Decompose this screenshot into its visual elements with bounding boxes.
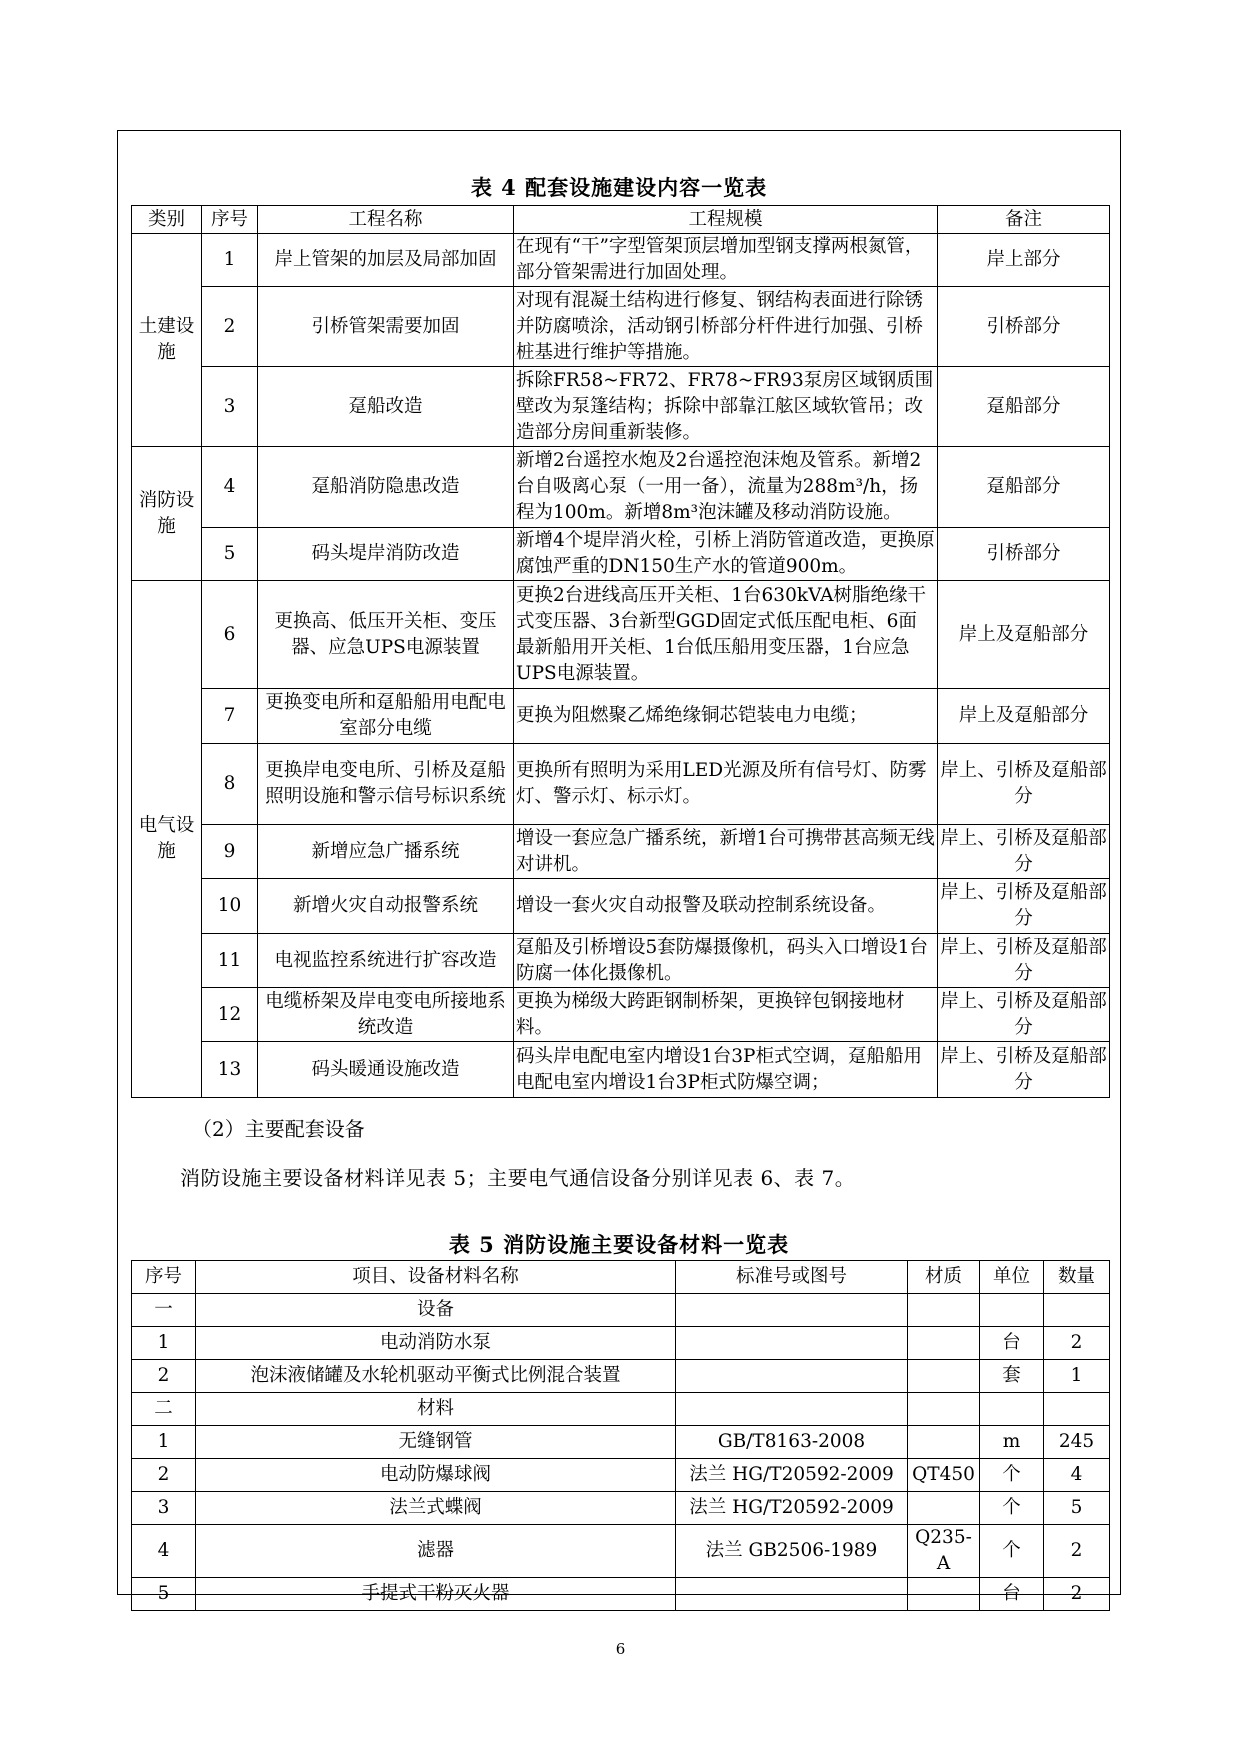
row-unit: 个 xyxy=(980,1525,1044,1578)
table4-title: 表 4 配套设施建设内容一览表 xyxy=(470,175,768,200)
table-row xyxy=(132,528,1110,581)
table-row xyxy=(132,1393,1110,1426)
table-row xyxy=(132,825,1110,879)
body-paragraph: 消防设施主要设备材料详见表 5；主要电气通信设备分别详见表 6、表 7。 xyxy=(180,1166,856,1190)
section-heading: （2）主要配套设备 xyxy=(192,1117,365,1141)
row-quantity: 2 xyxy=(1044,1578,1110,1611)
fire-equipment-table xyxy=(131,1260,1110,1611)
row-standard: 法兰 GB2506-1989 xyxy=(676,1525,908,1578)
row-quantity: 5 xyxy=(1044,1492,1110,1525)
row-note: 岸上及趸船部分 xyxy=(938,581,1110,689)
row-no: 7 xyxy=(202,689,258,744)
table-row xyxy=(132,744,1110,825)
row-no: 6 xyxy=(202,581,258,689)
table-row xyxy=(132,1525,1110,1578)
row-material xyxy=(908,1294,980,1327)
row-quantity xyxy=(1044,1294,1110,1327)
row-scale: 码头岸电配电室内增设1台3P柜式空调，趸船船用电配电室内增设1台3P柜式防爆空调； xyxy=(514,1042,938,1098)
row-name: 码头暖通设施改造 xyxy=(258,1042,514,1098)
row-scale: 新增4个堤岸消火栓，引桥上消防管道改造，更换原腐蚀严重的DN150生产水的管道900m。 xyxy=(514,528,938,581)
row-no: 4 xyxy=(132,1525,196,1578)
row-material xyxy=(908,1492,980,1525)
row-name: 更换变电所和趸船船用电配电室部分电缆 xyxy=(258,689,514,744)
row-name: 电缆桥架及岸电变电所接地系统改造 xyxy=(258,988,514,1042)
row-no: 9 xyxy=(202,825,258,879)
row-standard: 法兰 HG/T20592-2009 xyxy=(676,1492,908,1525)
table-row xyxy=(132,287,1110,367)
row-note: 岸上、引桥及趸船部分 xyxy=(938,934,1110,988)
row-quantity: 2 xyxy=(1044,1525,1110,1578)
table-row xyxy=(132,581,1110,689)
row-quantity: 4 xyxy=(1044,1459,1110,1492)
row-name: 引桥管架需要加固 xyxy=(258,287,514,367)
table-row xyxy=(132,934,1110,988)
row-scale: 拆除FR58~FR72、FR78~FR93泵房区域钢质围壁改为泵篷结构；拆除中部靠江舷区域软管吊；改造部分房间重新装修。 xyxy=(514,367,938,447)
row-name: 趸船消防隐患改造 xyxy=(258,447,514,528)
table-row xyxy=(132,689,1110,744)
header-material: 材质 xyxy=(908,1261,980,1294)
row-note: 岸上部分 xyxy=(938,234,1110,287)
row-note: 趸船部分 xyxy=(938,447,1110,528)
row-material: Q235-A xyxy=(908,1525,980,1578)
row-scale: 更换为梯级大跨距钢制桥架，更换锌包钢接地材料。 xyxy=(514,988,938,1042)
row-standard xyxy=(676,1578,908,1611)
header-project-name: 工程名称 xyxy=(258,206,514,234)
row-item-name: 法兰式蝶阀 xyxy=(196,1492,676,1525)
row-material xyxy=(908,1360,980,1393)
row-quantity: 2 xyxy=(1044,1327,1110,1360)
row-standard xyxy=(676,1294,908,1327)
row-name: 岸上管架的加层及局部加固 xyxy=(258,234,514,287)
row-quantity xyxy=(1044,1393,1110,1426)
row-scale: 更换所有照明为采用LED光源及所有信号灯、防雾灯、警示灯、标示灯。 xyxy=(514,744,938,825)
row-name: 更换岸电变电所、引桥及趸船照明设施和警示信号标识系统 xyxy=(258,744,514,825)
row-standard xyxy=(676,1393,908,1426)
header-no: 序号 xyxy=(132,1261,196,1294)
facility-construction-table xyxy=(131,205,1110,1098)
row-quantity: 1 xyxy=(1044,1360,1110,1393)
row-no: 1 xyxy=(202,234,258,287)
row-no: 8 xyxy=(202,744,258,825)
row-material: QT450 xyxy=(908,1459,980,1492)
row-item-name: 滤器 xyxy=(196,1525,676,1578)
row-unit: 个 xyxy=(980,1459,1044,1492)
row-item-name: 泡沫液储罐及水轮机驱动平衡式比例混合装置 xyxy=(196,1360,676,1393)
header-remark: 备注 xyxy=(938,206,1110,234)
row-material xyxy=(908,1327,980,1360)
row-note: 岸上、引桥及趸船部分 xyxy=(938,825,1110,879)
row-item-name: 电动消防水泵 xyxy=(196,1327,676,1360)
row-no: 5 xyxy=(202,528,258,581)
row-scale: 新增2台遥控水炮及2台遥控泡沫炮及管系。新增2台自吸离心泵（一用一备），流量为288m³/h，扬程为100m。新增8m³泡沫罐及移动消防设施。 xyxy=(514,447,938,528)
row-unit xyxy=(980,1393,1044,1426)
row-scale: 更换2台进线高压开关柜、1台630kVA树脂绝缘干式变压器、3台新型GGD固定式低压配电柜、6面最新船用开关柜、1台低压船用变压器，1台应急UPS电源装置。 xyxy=(514,581,938,689)
row-no: 2 xyxy=(202,287,258,367)
row-no: 11 xyxy=(202,934,258,988)
row-name: 趸船改造 xyxy=(258,367,514,447)
row-item-name: 设备 xyxy=(196,1294,676,1327)
table-row xyxy=(132,234,1110,287)
row-unit: 台 xyxy=(980,1327,1044,1360)
category-electrical: 电气设施 xyxy=(132,581,202,1098)
row-unit: m xyxy=(980,1426,1044,1459)
page-number: 6 xyxy=(615,1640,626,1658)
table-row xyxy=(132,447,1110,528)
row-note: 岸上、引桥及趸船部分 xyxy=(938,988,1110,1042)
row-no: 12 xyxy=(202,988,258,1042)
row-no: 13 xyxy=(202,1042,258,1098)
row-no: 二 xyxy=(132,1393,196,1426)
row-no: 5 xyxy=(132,1578,196,1611)
header-unit: 单位 xyxy=(980,1261,1044,1294)
table-row xyxy=(132,1492,1110,1525)
row-no: 3 xyxy=(202,367,258,447)
header-category: 类别 xyxy=(132,206,202,234)
table-row xyxy=(132,1426,1110,1459)
row-name: 码头堤岸消防改造 xyxy=(258,528,514,581)
table-row xyxy=(132,1042,1110,1098)
header-project-scale: 工程规模 xyxy=(514,206,938,234)
row-unit xyxy=(980,1294,1044,1327)
table-row xyxy=(132,1360,1110,1393)
row-item-name: 手提式干粉灭火器 xyxy=(196,1578,676,1611)
header-standard: 标准号或图号 xyxy=(676,1261,908,1294)
table-row xyxy=(132,1294,1110,1327)
row-item-name: 电动防爆球阀 xyxy=(196,1459,676,1492)
table-row xyxy=(132,988,1110,1042)
row-note: 岸上、引桥及趸船部分 xyxy=(938,1042,1110,1098)
row-material xyxy=(908,1393,980,1426)
row-unit: 台 xyxy=(980,1578,1044,1611)
row-scale: 增设一套火灾自动报警及联动控制系统设备。 xyxy=(514,879,938,934)
row-scale: 趸船及引桥增设5套防爆摄像机，码头入口增设1台防腐一体化摄像机。 xyxy=(514,934,938,988)
row-unit: 套 xyxy=(980,1360,1044,1393)
row-note: 岸上、引桥及趸船部分 xyxy=(938,879,1110,934)
row-note: 趸船部分 xyxy=(938,367,1110,447)
row-name: 新增应急广播系统 xyxy=(258,825,514,879)
row-no: 2 xyxy=(132,1360,196,1393)
category-fire: 消防设施 xyxy=(132,447,202,581)
row-note: 岸上及趸船部分 xyxy=(938,689,1110,744)
row-unit: 个 xyxy=(980,1492,1044,1525)
header-quantity: 数量 xyxy=(1044,1261,1110,1294)
row-standard xyxy=(676,1360,908,1393)
category-civil: 土建设施 xyxy=(132,234,202,447)
row-standard: 法兰 HG/T20592-2009 xyxy=(676,1459,908,1492)
row-item-name: 材料 xyxy=(196,1393,676,1426)
row-scale: 在现有“干”字型管架顶层增加型钢支撑两根氮管，部分管架需进行加固处理。 xyxy=(514,234,938,287)
row-name: 电视监控系统进行扩容改造 xyxy=(258,934,514,988)
table-row xyxy=(132,879,1110,934)
header-no: 序号 xyxy=(202,206,258,234)
table-row xyxy=(132,1578,1110,1611)
row-material xyxy=(908,1578,980,1611)
row-no: 一 xyxy=(132,1294,196,1327)
table5-title: 表 5 消防设施主要设备材料一览表 xyxy=(448,1232,790,1257)
row-no: 2 xyxy=(132,1459,196,1492)
table-row xyxy=(132,1459,1110,1492)
row-scale: 对现有混凝土结构进行修复、钢结构表面进行除锈并防腐喷涂，活动钢引桥部分杆件进行加强、引桥桩基进行维护等措施。 xyxy=(514,287,938,367)
row-no: 3 xyxy=(132,1492,196,1525)
row-scale: 增设一套应急广播系统，新增1台可携带甚高频无线对讲机。 xyxy=(514,825,938,879)
header-item-name: 项目、设备材料名称 xyxy=(196,1261,676,1294)
row-item-name: 无缝钢管 xyxy=(196,1426,676,1459)
table-row xyxy=(132,367,1110,447)
row-name: 新增火灾自动报警系统 xyxy=(258,879,514,934)
row-material xyxy=(908,1426,980,1459)
row-quantity: 245 xyxy=(1044,1426,1110,1459)
row-note: 岸上、引桥及趸船部分 xyxy=(938,744,1110,825)
row-no: 1 xyxy=(132,1327,196,1360)
row-note: 引桥部分 xyxy=(938,287,1110,367)
row-standard: GB/T8163-2008 xyxy=(676,1426,908,1459)
row-name: 更换高、低压开关柜、变压器、应急UPS电源装置 xyxy=(258,581,514,689)
table-row xyxy=(132,1327,1110,1360)
row-standard xyxy=(676,1327,908,1360)
row-note: 引桥部分 xyxy=(938,528,1110,581)
row-scale: 更换为阻燃聚乙烯绝缘铜芯铠装电力电缆； xyxy=(514,689,938,744)
row-no: 10 xyxy=(202,879,258,934)
row-no: 1 xyxy=(132,1426,196,1459)
row-no: 4 xyxy=(202,447,258,528)
